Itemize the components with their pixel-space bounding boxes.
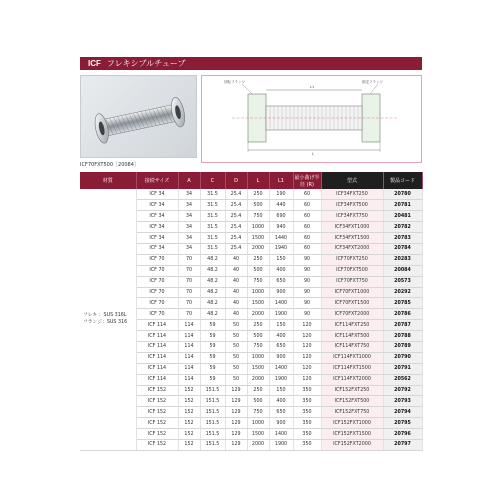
table-cell: 40 bbox=[225, 287, 247, 298]
table-cell: 150 bbox=[269, 385, 293, 396]
table-cell: 90 bbox=[293, 287, 321, 298]
table-cell: 151.5 bbox=[200, 429, 225, 440]
table-cell: 114 bbox=[178, 363, 200, 374]
table-cell: ICF 114 bbox=[136, 320, 178, 331]
table-cell: 500 bbox=[247, 396, 269, 407]
table-cell: 120 bbox=[293, 374, 321, 385]
table-cell: 1000 bbox=[247, 352, 269, 363]
table-cell: ICF34FXT1000 bbox=[321, 222, 383, 233]
table-cell: 48.2 bbox=[200, 276, 225, 287]
table-cell: 59 bbox=[200, 320, 225, 331]
table-cell: 1000 bbox=[247, 418, 269, 429]
table-cell: ICF 114 bbox=[136, 331, 178, 342]
table-cell: 90 bbox=[293, 265, 321, 276]
table-cell: 350 bbox=[293, 407, 321, 418]
table-cell: 20791 bbox=[383, 363, 422, 374]
table-cell: ICF 34 bbox=[136, 233, 178, 244]
table-cell: 1400 bbox=[269, 363, 293, 374]
table-cell: 25.4 bbox=[225, 243, 247, 254]
table-cell: 59 bbox=[200, 341, 225, 352]
table-cell: 440 bbox=[269, 200, 293, 211]
table-header-row bbox=[80, 172, 422, 189]
table-cell: 50 bbox=[225, 341, 247, 352]
column-header: 最小曲げ半径 (R) bbox=[293, 172, 321, 189]
table-cell: ICF152FXT250 bbox=[321, 385, 383, 396]
table-cell: 114 bbox=[178, 331, 200, 342]
table-cell: 70 bbox=[178, 276, 200, 287]
table-cell: 1440 bbox=[269, 233, 293, 244]
table-cell: ICF34FXT2000 bbox=[321, 243, 383, 254]
table-cell: 20796 bbox=[383, 429, 422, 440]
material-line: フランジ：SUS 316 bbox=[83, 320, 128, 326]
table-cell: 48.2 bbox=[200, 287, 225, 298]
table-cell: 20782 bbox=[383, 222, 422, 233]
table-cell: 2000 bbox=[247, 374, 269, 385]
table-cell: 20573 bbox=[383, 276, 422, 287]
table-cell: 31.5 bbox=[200, 189, 225, 200]
table-cell: ICF 70 bbox=[136, 287, 178, 298]
table-cell: 750 bbox=[247, 407, 269, 418]
table-cell: 1500 bbox=[247, 363, 269, 374]
product-photo bbox=[80, 75, 197, 158]
table-cell: 34 bbox=[178, 233, 200, 244]
table-cell: 114 bbox=[178, 374, 200, 385]
photo-caption: ICF70FXT500［20084］ bbox=[80, 162, 139, 168]
table-cell: ICF 152 bbox=[136, 439, 178, 450]
table-cell: 750 bbox=[247, 276, 269, 287]
table-cell: ICF 70 bbox=[136, 265, 178, 276]
table-cell: ICF 152 bbox=[136, 396, 178, 407]
table-cell: 2000 bbox=[247, 309, 269, 320]
table-cell: 350 bbox=[293, 385, 321, 396]
section-title-bar bbox=[80, 57, 422, 70]
table-cell: 59 bbox=[200, 374, 225, 385]
column-header: 材質 bbox=[80, 172, 136, 189]
table-cell: ICF70FXT750 bbox=[321, 276, 383, 287]
table-cell: 20481 bbox=[383, 211, 422, 222]
table-cell: 1900 bbox=[269, 374, 293, 385]
table-cell: 114 bbox=[178, 352, 200, 363]
table-cell: 900 bbox=[269, 287, 293, 298]
dimension-drawing bbox=[201, 75, 422, 163]
table-cell: 50 bbox=[225, 363, 247, 374]
table-cell: ICF 70 bbox=[136, 276, 178, 287]
table-cell: ICF34FXT250 bbox=[321, 189, 383, 200]
table-cell: 150 bbox=[269, 254, 293, 265]
table-cell: 400 bbox=[269, 265, 293, 276]
table-cell: 152 bbox=[178, 385, 200, 396]
spec-table bbox=[80, 172, 423, 451]
table-cell: 31.5 bbox=[200, 233, 225, 244]
table-cell: ICF 34 bbox=[136, 200, 178, 211]
table-cell: ICF34FXT750 bbox=[321, 211, 383, 222]
table-cell: ICF70FXT2000 bbox=[321, 309, 383, 320]
table-cell: 1500 bbox=[247, 429, 269, 440]
table-cell: 900 bbox=[269, 352, 293, 363]
table-cell: 152 bbox=[178, 418, 200, 429]
table-cell: ICF 70 bbox=[136, 309, 178, 320]
table-cell: 60 bbox=[293, 243, 321, 254]
table-cell: 151.5 bbox=[200, 407, 225, 418]
table-cell: 152 bbox=[178, 396, 200, 407]
table-cell: 70 bbox=[178, 287, 200, 298]
table-cell: 120 bbox=[293, 352, 321, 363]
table-cell: 20084 bbox=[383, 265, 422, 276]
table-cell: 20788 bbox=[383, 331, 422, 342]
table-row bbox=[80, 189, 422, 200]
table-cell: 59 bbox=[200, 331, 225, 342]
table-cell: 20787 bbox=[383, 320, 422, 331]
column-header: 型式 bbox=[321, 172, 383, 189]
table-cell: 90 bbox=[293, 298, 321, 309]
table-cell: 1400 bbox=[269, 298, 293, 309]
table-cell: 90 bbox=[293, 309, 321, 320]
table-cell: 59 bbox=[200, 363, 225, 374]
table-cell: 50 bbox=[225, 320, 247, 331]
table-cell: ICF114FXT1000 bbox=[321, 352, 383, 363]
table-cell: 1000 bbox=[247, 222, 269, 233]
table-cell: 50 bbox=[225, 374, 247, 385]
table-cell: 48.2 bbox=[200, 298, 225, 309]
table-cell: ICF 152 bbox=[136, 385, 178, 396]
table-cell: ICF 114 bbox=[136, 363, 178, 374]
table-cell: 20283 bbox=[383, 254, 422, 265]
material-line: フレキ ：SUS 316L bbox=[83, 313, 127, 319]
table-cell: 20797 bbox=[383, 439, 422, 450]
table-cell: 400 bbox=[269, 331, 293, 342]
table-cell: 34 bbox=[178, 189, 200, 200]
table-cell: 750 bbox=[247, 341, 269, 352]
table-cell: 25.4 bbox=[225, 222, 247, 233]
table-cell: 40 bbox=[225, 309, 247, 320]
table-cell: 250 bbox=[247, 189, 269, 200]
table-cell: 40 bbox=[225, 254, 247, 265]
table-cell: 20783 bbox=[383, 233, 422, 244]
table-cell: 150 bbox=[269, 320, 293, 331]
table-cell: 2000 bbox=[247, 243, 269, 254]
table-cell: ICF114FXT500 bbox=[321, 331, 383, 342]
column-header: 製品コード bbox=[383, 172, 422, 189]
table-cell: 25.4 bbox=[225, 211, 247, 222]
table-cell: 20786 bbox=[383, 309, 422, 320]
table-cell: 120 bbox=[293, 331, 321, 342]
table-cell: 20781 bbox=[383, 200, 422, 211]
table-cell: 48.2 bbox=[200, 254, 225, 265]
table-cell: 20790 bbox=[383, 352, 422, 363]
table-cell: 152 bbox=[178, 439, 200, 450]
table-cell: 152 bbox=[178, 407, 200, 418]
table-cell: 120 bbox=[293, 341, 321, 352]
table-cell: 31.5 bbox=[200, 222, 225, 233]
column-header: D bbox=[225, 172, 247, 189]
table-cell: 60 bbox=[293, 222, 321, 233]
table-cell: ICF114FXT250 bbox=[321, 320, 383, 331]
table-cell: 129 bbox=[225, 418, 247, 429]
table-cell: 20780 bbox=[383, 189, 422, 200]
table-cell: 250 bbox=[247, 385, 269, 396]
table-cell: 34 bbox=[178, 211, 200, 222]
table-cell: 1500 bbox=[247, 233, 269, 244]
table-cell: 400 bbox=[269, 396, 293, 407]
table-cell: 20789 bbox=[383, 341, 422, 352]
table-cell: 25.4 bbox=[225, 189, 247, 200]
table-cell: ICF152FXT1000 bbox=[321, 418, 383, 429]
table-cell: 50 bbox=[225, 352, 247, 363]
table-cell: 60 bbox=[293, 211, 321, 222]
dimension-l1-label: L1 bbox=[310, 85, 315, 89]
table-cell: ICF 152 bbox=[136, 418, 178, 429]
table-cell: ICF 114 bbox=[136, 341, 178, 352]
table-cell: 350 bbox=[293, 396, 321, 407]
tube-dimension-diagram bbox=[202, 76, 423, 164]
table-cell: 60 bbox=[293, 189, 321, 200]
table-cell: 25.4 bbox=[225, 200, 247, 211]
table-cell: 48.2 bbox=[200, 309, 225, 320]
series-name: フレキシブルチューブ bbox=[106, 59, 186, 68]
table-cell: 500 bbox=[247, 331, 269, 342]
table-cell: 114 bbox=[178, 320, 200, 331]
series-code: ICF bbox=[88, 59, 101, 68]
table-cell: 25.4 bbox=[225, 233, 247, 244]
table-cell: 60 bbox=[293, 233, 321, 244]
table-cell: 350 bbox=[293, 429, 321, 440]
table-cell: 129 bbox=[225, 429, 247, 440]
table-cell: 120 bbox=[293, 320, 321, 331]
rotating-flange-label: 回転フランジ bbox=[224, 80, 245, 84]
table-cell: 190 bbox=[269, 189, 293, 200]
table-cell: 70 bbox=[178, 298, 200, 309]
table-cell: ICF70FXT500 bbox=[321, 265, 383, 276]
table-cell: 20792 bbox=[383, 385, 422, 396]
table-cell: 129 bbox=[225, 396, 247, 407]
table-cell: 152 bbox=[178, 429, 200, 440]
table-cell: ICF 70 bbox=[136, 298, 178, 309]
table-cell: 70 bbox=[178, 265, 200, 276]
table-cell: ICF114FXT750 bbox=[321, 341, 383, 352]
table-cell: 250 bbox=[247, 320, 269, 331]
column-header: A bbox=[178, 172, 200, 189]
table-cell: 690 bbox=[269, 211, 293, 222]
table-cell: ICF152FXT750 bbox=[321, 407, 383, 418]
table-cell: 114 bbox=[178, 341, 200, 352]
table-cell: 650 bbox=[269, 407, 293, 418]
table-cell: 120 bbox=[293, 363, 321, 374]
table-cell: 750 bbox=[247, 211, 269, 222]
table-cell: 1900 bbox=[269, 309, 293, 320]
table-cell: ICF 114 bbox=[136, 352, 178, 363]
table-cell: ICF 34 bbox=[136, 189, 178, 200]
table-cell: 500 bbox=[247, 265, 269, 276]
table-cell: ICF 152 bbox=[136, 407, 178, 418]
table-cell: 1500 bbox=[247, 298, 269, 309]
table-cell: 151.5 bbox=[200, 396, 225, 407]
table-cell: 48.2 bbox=[200, 265, 225, 276]
table-cell: 151.5 bbox=[200, 439, 225, 450]
table-cell: ICF114FXT1500 bbox=[321, 363, 383, 374]
table-cell: 350 bbox=[293, 418, 321, 429]
table-cell: 151.5 bbox=[200, 418, 225, 429]
table-cell: ICF 70 bbox=[136, 254, 178, 265]
table-cell: 20785 bbox=[383, 298, 422, 309]
table-cell: 70 bbox=[178, 254, 200, 265]
table-cell: ICF 34 bbox=[136, 211, 178, 222]
table-cell: ICF 114 bbox=[136, 374, 178, 385]
table-cell: 31.5 bbox=[200, 200, 225, 211]
table-body bbox=[80, 189, 422, 450]
table-cell: 40 bbox=[225, 265, 247, 276]
table-cell: ICF114FXT2000 bbox=[321, 374, 383, 385]
table-cell: 34 bbox=[178, 222, 200, 233]
table-cell: 129 bbox=[225, 385, 247, 396]
table-cell: ICF152FXT1500 bbox=[321, 429, 383, 440]
flexible-tube-illustration bbox=[81, 76, 197, 158]
material-cell bbox=[80, 189, 136, 450]
table-cell: 70 bbox=[178, 309, 200, 320]
fixed-flange-label: 固定フランジ bbox=[362, 80, 383, 84]
table-cell: ICF 34 bbox=[136, 222, 178, 233]
table-cell: 20794 bbox=[383, 407, 422, 418]
table-cell: 1400 bbox=[269, 429, 293, 440]
table-cell: 900 bbox=[269, 418, 293, 429]
table-cell: 20784 bbox=[383, 243, 422, 254]
table-cell: 34 bbox=[178, 200, 200, 211]
table-cell: 1940 bbox=[269, 243, 293, 254]
table-cell: 31.5 bbox=[200, 211, 225, 222]
table-cell: 250 bbox=[247, 254, 269, 265]
table-cell: 60 bbox=[293, 200, 321, 211]
table-cell: 129 bbox=[225, 407, 247, 418]
table-cell: 2000 bbox=[247, 439, 269, 450]
table-cell: 90 bbox=[293, 276, 321, 287]
table-cell: ICF152FXT2000 bbox=[321, 439, 383, 450]
table-cell: 50 bbox=[225, 331, 247, 342]
column-header: L1 bbox=[269, 172, 293, 189]
column-header: C bbox=[200, 172, 225, 189]
table-cell: ICF 152 bbox=[136, 429, 178, 440]
column-header: L bbox=[247, 172, 269, 189]
column-header: 接続サイズ bbox=[136, 172, 178, 189]
table-cell: 650 bbox=[269, 276, 293, 287]
table-cell: 40 bbox=[225, 298, 247, 309]
table-cell: 59 bbox=[200, 352, 225, 363]
table-cell: 20292 bbox=[383, 287, 422, 298]
table-cell: ICF70FXT1500 bbox=[321, 298, 383, 309]
table-cell: 20795 bbox=[383, 418, 422, 429]
table-cell: 20562 bbox=[383, 374, 422, 385]
table-cell: 40 bbox=[225, 276, 247, 287]
table-cell: ICF152FXT500 bbox=[321, 396, 383, 407]
table-cell: 31.5 bbox=[200, 243, 225, 254]
table-cell: 20793 bbox=[383, 396, 422, 407]
table-cell: ICF70FXT250 bbox=[321, 254, 383, 265]
table-cell: 940 bbox=[269, 222, 293, 233]
table-cell: 151.5 bbox=[200, 385, 225, 396]
table-cell: 1000 bbox=[247, 287, 269, 298]
table-cell: 500 bbox=[247, 200, 269, 211]
table-cell: 350 bbox=[293, 439, 321, 450]
table-cell: 1900 bbox=[269, 439, 293, 450]
table-cell: 129 bbox=[225, 439, 247, 450]
table-cell: 34 bbox=[178, 243, 200, 254]
table-cell: ICF34FXT1500 bbox=[321, 233, 383, 244]
dimension-l-label: L bbox=[312, 152, 314, 156]
table-cell: ICF 34 bbox=[136, 243, 178, 254]
table-cell: 650 bbox=[269, 341, 293, 352]
table-cell: ICF34FXT500 bbox=[321, 200, 383, 211]
table-cell: ICF70FXT1000 bbox=[321, 287, 383, 298]
table-cell: 90 bbox=[293, 254, 321, 265]
